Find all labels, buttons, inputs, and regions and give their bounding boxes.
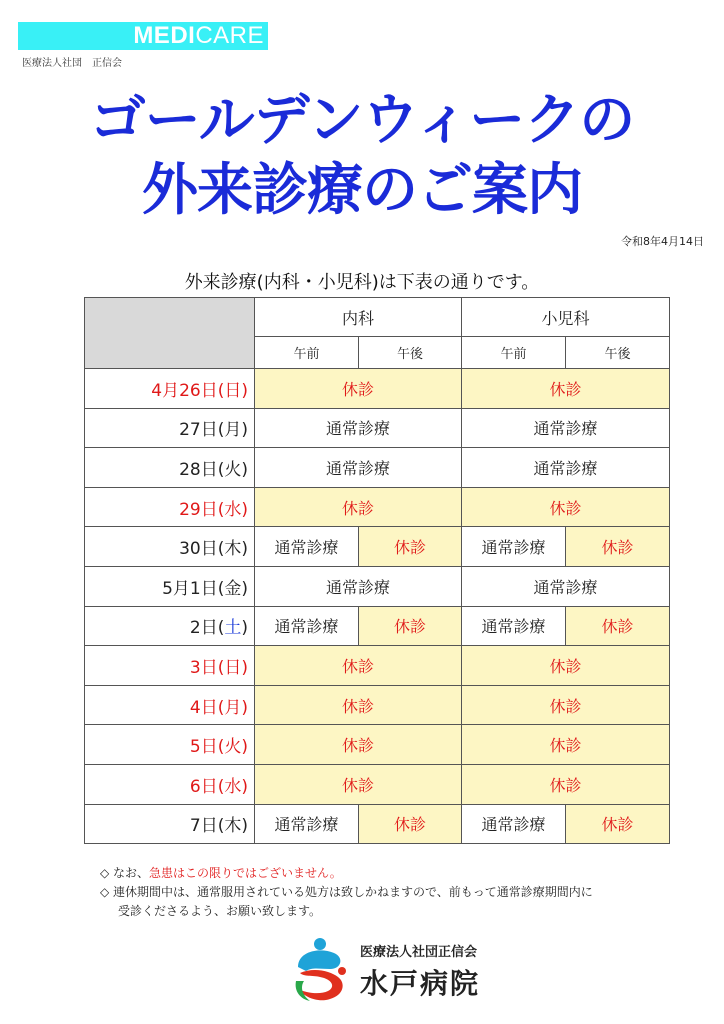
naika-status: 休診 — [255, 685, 462, 725]
shoni-pm-status: 休診 — [566, 606, 670, 646]
table-row — [85, 646, 670, 686]
page-title-line2: 外来診療のご案内 — [142, 158, 582, 223]
logo-swoosh-blue — [298, 950, 340, 971]
day-cell: 4月26日(日) — [85, 369, 255, 409]
note1-emphasis: 急患はこの限りではございません。 — [149, 866, 342, 880]
day-cell: 27日(月) — [85, 408, 255, 448]
time-header-shoni-am: 午前 — [462, 337, 566, 369]
table-row — [85, 685, 670, 725]
logo-dot-red — [338, 967, 346, 975]
shoni-am-status: 通常診療 — [462, 606, 566, 646]
notes — [100, 864, 593, 921]
naika-am-status: 通常診療 — [255, 527, 359, 567]
table-row — [85, 606, 670, 646]
note-prescription-line2: 受診くださるよう、お願い致します。 — [118, 904, 322, 918]
table-row — [85, 566, 670, 606]
table-row — [85, 764, 670, 804]
naika-status: 通常診療 — [255, 566, 462, 606]
note1-prefix: ◇ なお、 — [100, 866, 150, 880]
time-header-naika-pm: 午後 — [359, 337, 462, 369]
issue-date: 令和8年4月14日 — [621, 235, 704, 248]
day-cell: 4日(月) — [85, 685, 255, 725]
dept-header-shoni: 小児科 — [462, 298, 670, 337]
day-cell: 5日(火) — [85, 725, 255, 765]
day-cell: 5月1日(金) — [85, 566, 255, 606]
shoni-status: 通常診療 — [462, 408, 670, 448]
naika-am-status: 通常診療 — [255, 804, 359, 844]
dept-header-naika: 内科 — [255, 298, 462, 337]
table-row — [85, 448, 670, 488]
shoni-pm-status: 休診 — [566, 527, 670, 567]
saturday-label: 土 — [224, 618, 242, 639]
logo-head-blue — [314, 938, 326, 950]
header-blank-cell — [85, 298, 255, 369]
hospital-logo-icon — [290, 937, 352, 1003]
shoni-am-status: 通常診療 — [462, 804, 566, 844]
day-cell: 29日(水) — [85, 487, 255, 527]
shoni-status: 通常診療 — [462, 448, 670, 488]
shoni-pm-status: 休診 — [566, 804, 670, 844]
naika-pm-status: 休診 — [359, 527, 462, 567]
naika-status: 休診 — [255, 369, 462, 409]
table-caption: 外来診療(内科・小児科)は下表の通りです。 — [184, 272, 540, 293]
day-cell: 30日(木) — [85, 527, 255, 567]
shoni-status: 休診 — [462, 764, 670, 804]
schedule-table — [84, 297, 670, 844]
logo-bold-text: MEDI — [133, 22, 196, 49]
naika-pm-status: 休診 — [359, 606, 462, 646]
footer-corp-name: 医療法人社団正信会 — [360, 945, 478, 960]
naika-am-status: 通常診療 — [255, 606, 359, 646]
table-row — [85, 804, 670, 844]
naika-status: 通常診療 — [255, 448, 462, 488]
day-cell: 7日(木) — [85, 804, 255, 844]
naika-status: 通常診療 — [255, 408, 462, 448]
shoni-status: 休診 — [462, 685, 670, 725]
shoni-status: 通常診療 — [462, 566, 670, 606]
naika-status: 休診 — [255, 487, 462, 527]
naika-pm-status: 休診 — [359, 804, 462, 844]
time-header-naika-am: 午前 — [255, 337, 359, 369]
note-prescription-line1: ◇ 連休期間中は、通常服用されている処方は致しかねますので、前もって通常診療期間内に — [100, 885, 593, 899]
day-suffix: ) — [241, 618, 248, 639]
shoni-am-status: 通常診療 — [462, 527, 566, 567]
naika-status: 休診 — [255, 764, 462, 804]
day-cell: 6日(水) — [85, 764, 255, 804]
page-title-line1: ゴールデンウィークの — [89, 88, 635, 153]
corp-name-small: 医療法人社団 正信会 — [22, 58, 122, 69]
logo-light-text: CARE — [195, 22, 264, 49]
time-header-shoni-pm: 午後 — [566, 337, 670, 369]
footer-hospital-name: 水戸病院 — [360, 967, 481, 1000]
naika-status: 休診 — [255, 725, 462, 765]
medicare-logo — [18, 22, 268, 50]
shoni-status: 休診 — [462, 369, 670, 409]
table-row — [85, 725, 670, 765]
day-cell: 28日(火) — [85, 448, 255, 488]
shoni-status: 休診 — [462, 725, 670, 765]
table-row — [85, 527, 670, 567]
day-prefix: 2日( — [189, 618, 225, 639]
table-row — [85, 408, 670, 448]
day-cell — [85, 606, 255, 646]
shoni-status: 休診 — [462, 646, 670, 686]
shoni-status: 休診 — [462, 487, 670, 527]
note-emergency — [100, 864, 593, 883]
naika-status: 休診 — [255, 646, 462, 686]
day-cell: 3日(日) — [85, 646, 255, 686]
table-row — [85, 369, 670, 409]
table-row — [85, 487, 670, 527]
